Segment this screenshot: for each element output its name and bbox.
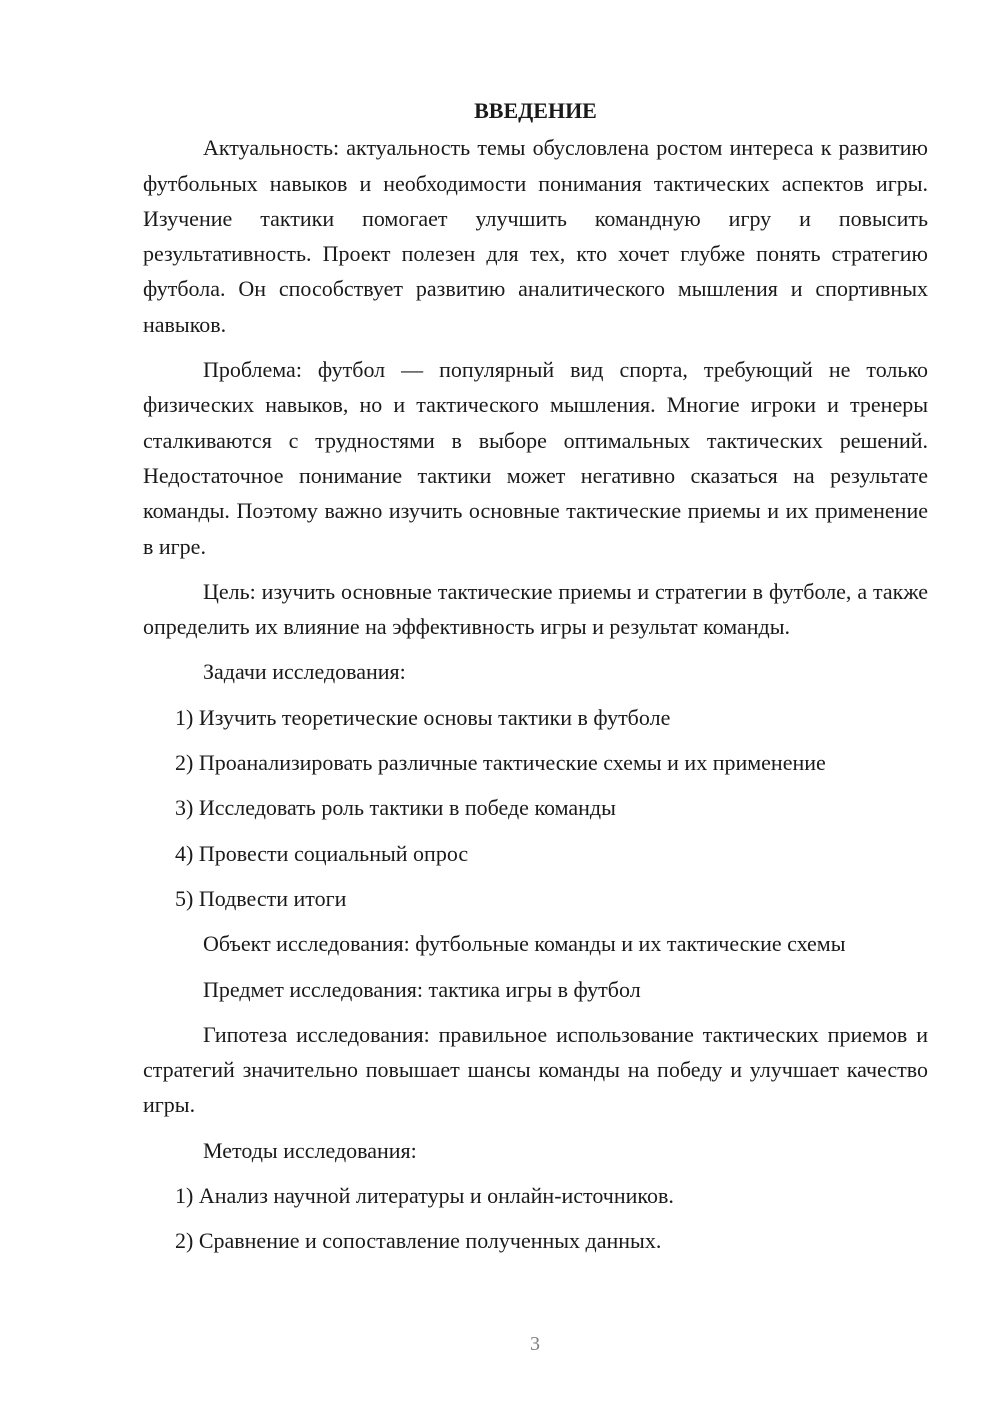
list-item: 4) Провести социальный опрос <box>175 840 469 866</box>
methods-title: Методы исследования: <box>203 1137 417 1163</box>
list-item: 1) Изучить теоретические основы тактики в футболе <box>175 704 671 730</box>
list-item: 3) Исследовать роль тактики в победе команды <box>175 795 616 821</box>
page-number: 3 <box>530 1333 540 1355</box>
list-item: 2) Проанализировать различные тактические схемы и их применение <box>175 750 826 776</box>
tasks-title: Задачи исследования: <box>203 659 406 685</box>
relevance-paragraph: Актуальность: актуальность темы обусловлена ростом интереса к развитию футбольных навыков и необходимости понимания тактических аспектов игры. Изучение тактики помогает улучшить командную игру и повысить результативность. Проект полезен для тех, кто хочет глубже понять стратегию футбола. Он способствует развитию аналитического мышления и спортивных навыков. <box>143 135 928 337</box>
list-item: 1) Анализ научной литературы и онлайн-источников. <box>175 1183 674 1209</box>
object-paragraph: Объект исследования: футбольные команды и их тактические схемы <box>203 931 846 957</box>
section-heading: ВВЕДЕНИЕ <box>474 98 597 123</box>
page-content <box>143 93 928 1269</box>
methods-list <box>143 1178 928 1259</box>
subject-paragraph: Предмет исследования: тактика игры в футбол <box>203 976 641 1002</box>
list-item: 5) Подвести итоги <box>175 885 347 911</box>
hypothesis-paragraph: Гипотеза исследования: правильное использование тактических приемов и стратегий значительно повышает шансы команды на победу и улучшает качество игры. <box>143 1021 928 1118</box>
tasks-list <box>143 700 928 916</box>
list-item: 2) Сравнение и сопоставление полученных данных. <box>175 1228 662 1254</box>
goal-paragraph: Цель: изучить основные тактические приемы и стратегии в футболе, а также определить их влияние на эффективность игры и результат команды. <box>143 578 928 640</box>
problem-paragraph: Проблема: футбол — популярный вид спорта, требующий не только физических навыков, но и тактического мышления. Многие игроки и тренеры сталкиваются с трудностями в выборе оптимальных тактических решений. Недостаточное понимание тактики может негативно сказаться на результате команды. Поэтому важно изучить основные тактические приемы и их применение в игре. <box>143 357 928 559</box>
